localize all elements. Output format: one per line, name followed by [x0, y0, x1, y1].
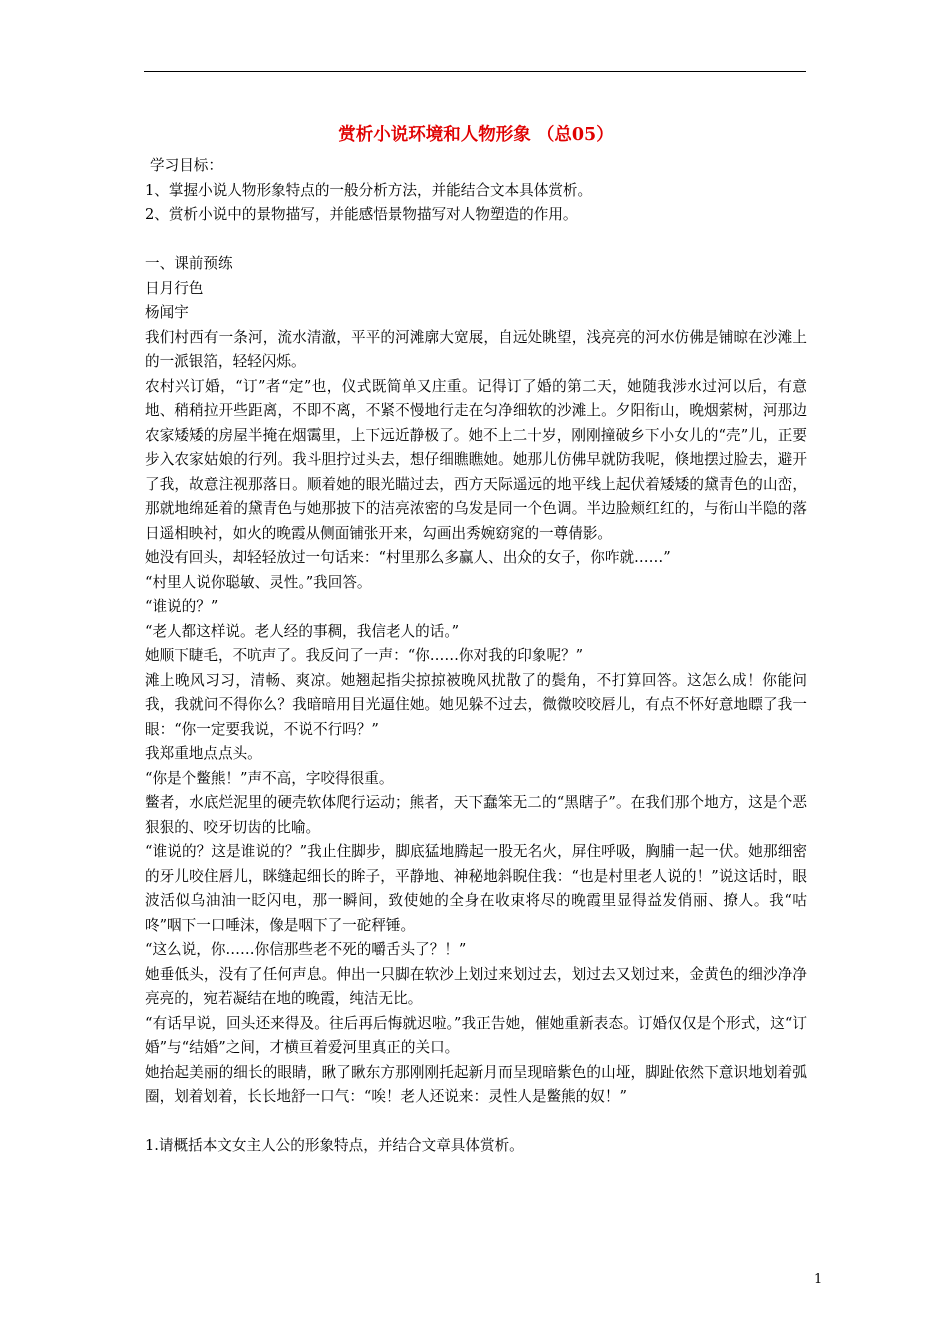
- story-paragraph: 她顺下睫毛，不吭声了。我反问了一声：“你……你对我的印象呢？”: [145, 647, 584, 664]
- objectives-heading: 学习目标：: [150, 157, 223, 174]
- story-paragraph: 农村兴订婚，“订”者“定”也，仪式既简单又庄重。记得订了婚的第二天，她随我涉水过河以后，有意地、稍稍拉开些距离，不即不离，不紧不慢地行走在匀净细软的沙滩上。夕阳衔山，晚烟萦树，河那边农家矮矮的房屋半掩在烟霭里，上下远近静极了。她不上二十岁，刚刚撞破乡下小女儿的“壳”儿，正要步入农家姑娘的行列。我斗胆拧过头去，想仔细瞧瞧她。她那儿仿佛早就防我呢，倏地摆过脸去，避开了我，故意注视那落日。顺着她的眼光瞄过去，西方天际遥远的地平线上起伏着矮矮的黛青色的山峦，那就地绵延着的黛青色与她那披下的洁亮浓密的乌发是同一个色调。半边脸颊红红的，与衔山半隐的落日遥相映衬，如火的晚霞从侧面铺张开来，勾画出秀婉窈窕的一尊倩影。: [145, 377, 807, 542]
- story-paragraph: “老人都这样说。老人经的事稠，我信老人的话。”: [145, 622, 460, 640]
- story-paragraph: 她抬起美丽的细长的眼睛，瞅了瞅东方那刚刚托起新月而呈现暗紫色的山垭，脚趾依然下意识地划着弧圈，划着划着，长长地舒一口气：“唉！老人还说来：灵性人是鳖熊的奴！”: [145, 1063, 807, 1105]
- question-1: 1.请概括本文女主人公的形象特点，并结合文章具体赏析。: [145, 1137, 524, 1154]
- story-paragraph: “你是个鳖熊！”声不高，字咬得很重。: [145, 769, 394, 787]
- story-paragraph: 鳖者，水底烂泥里的硬壳软体爬行运动；熊者，天下蠢笨无二的“黑瞎子”。在我们那个地方，这是个恶狠狠的、咬牙切齿的比喻。: [145, 794, 807, 836]
- section-heading: 一、课前预练: [145, 255, 233, 272]
- objective-item-1: 1、掌握小说人物形象特点的一般分析方法，并能结合文本具体赏析。: [145, 181, 593, 199]
- story-paragraph: “村里人说你聪敏、灵性。”我回答。: [145, 573, 372, 591]
- spacer: [145, 228, 807, 253]
- document-title: 赏析小说环境和人物形象 （总05）: [338, 125, 614, 145]
- story-title: 日月行色: [145, 279, 204, 297]
- story-paragraph: “有话早说，回头还来得及。往后再后悔就迟啦。”我正告她，催她重新表态。订婚仅仅是个形式，这“订婚”与“结婚”之间，才横亘着爱河里真正的关口。: [145, 1014, 807, 1056]
- page-number: 1: [814, 1272, 823, 1287]
- story-paragraph: “谁说的？这是谁说的？”我止住脚步，脚底猛地腾起一股无名火，屏住呼吸，胸脯一起一伏。她那细密的牙儿咬住唇儿，眯缝起细长的眸子，平静地、神秘地斜睨住我：“也是村里老人说的！”说这话时，眼波活似乌油油一眨闪电，那一瞬间，致使她的全身在收束将尽的晚霞里显得益发俏丽、撩人。我“咕咚”咽下一口唾沫，像是咽下了一砣秤锤。: [145, 843, 807, 934]
- document-body: [145, 120, 807, 1159]
- story-paragraph: 我们村西有一条河，流水清澈，平平的河滩廓大宽展，自远处眺望，浅亮亮的河水仿佛是铺晾在沙滩上的一派银箔，轻轻闪烁。: [145, 328, 807, 370]
- story-author: 杨闻宇: [145, 304, 189, 321]
- story-paragraph: “谁说的？”: [145, 598, 219, 615]
- spacer: [145, 1110, 807, 1135]
- story-paragraph: 她没有回头，却轻轻放过一句话来：“村里那么多赢人、出众的女子，你咋就……”: [145, 549, 671, 566]
- story-paragraph: 我郑重地点点头。: [145, 745, 262, 762]
- header-rule: [144, 71, 806, 72]
- objective-item-2: 2、赏析小说中的景物描写，并能感悟景物描写对人物塑造的作用。: [145, 206, 578, 223]
- story-paragraph: “这么说，你……你信那些老不死的嚼舌头了？！”: [145, 941, 467, 958]
- story-paragraph: 滩上晚风习习，清畅、爽凉。她翘起指尖掠掠被晚风扰散了的鬓角，不打算回答。这怎么成！你能问我，我就问不得你么？我暗暗用目光逼住她。她见躲不过去，微微咬咬唇儿，有点不怀好意地瞟了我一眼：“你一定要我说，不说不行吗？”: [145, 671, 807, 738]
- story-paragraph: 她垂低头，没有了任何声息。伸出一只脚在软沙上划过来划过去，划过去又划过来，金黄色的细沙净净亮亮的，宛若凝结在地的晚霞，纯洁无比。: [145, 965, 807, 1007]
